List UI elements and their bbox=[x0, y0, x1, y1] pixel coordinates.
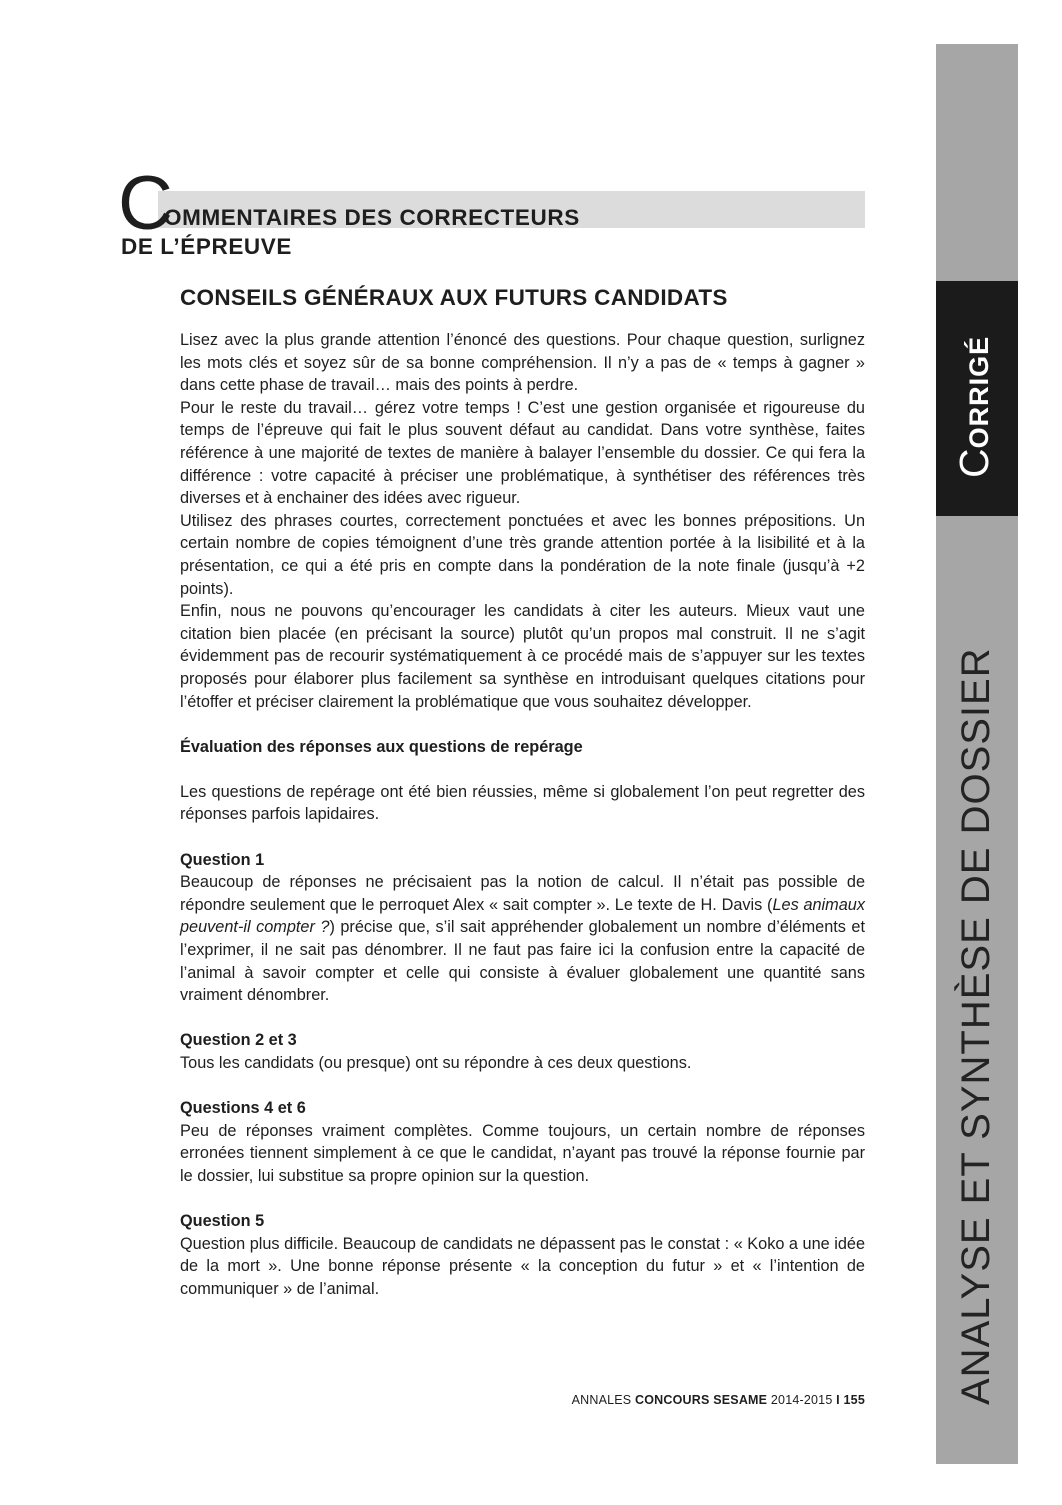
corrige-label bbox=[951, 335, 999, 478]
question-2-3-text: Tous les candidats (ou presque) ont su répondre à ces deux questions. bbox=[180, 1054, 692, 1072]
footer-years: 2014-2015 bbox=[767, 1393, 837, 1407]
conseils-paragraph-2: Pour le reste du travail… gérez votre temps ! C’est une gestion organisée et rigoureuse du temps de l’épreuve qui fait le plus souvent défaut au candidat. Dans votre synthèse, faites référence à une majorité de textes de manière à balayer l’ensemble du dossier. Ce qui fera la différence : votre capacité à préciser une problématique, à synthétiser des références très diverses et à enchainer des idées avec rigueur. bbox=[180, 398, 865, 508]
conseils-paragraph-1: Lisez avec la plus grande attention l’énoncé des questions. Pour chaque question, surlignez les mots clés et soyez sûr de sa bonne compréhension. Il n’y a pas de « temps à gagner » dans cette phase de travail… mais des points à perdre. bbox=[180, 331, 865, 395]
question-1-heading: Question 1 bbox=[180, 850, 265, 869]
question-1-text-before: Beaucoup de réponses ne précisaient pas la notion de calcul. Il n’était pas possible de répondre seulement que le perroquet Alex « sait compter ». Le texte de H. Davis ( bbox=[180, 873, 865, 914]
conseils-heading: CONSEILS GÉNÉRAUX AUX FUTURS CANDIDATS bbox=[180, 285, 728, 310]
body-content bbox=[180, 329, 865, 1301]
footer-prefix: ANNALES bbox=[571, 1393, 636, 1407]
conseils-paragraph-3: Utilisez des phrases courtes, correctement ponctuées et avec les bonnes prépositions. Un certain nombre de copies témoignent d’une très grande attention portée à la lisibilité et à la présentation, ce qui a été pris en compte dans la pondération de la note finale (jusqu’à +2 points). bbox=[180, 511, 865, 598]
footer-separator: I bbox=[836, 1393, 840, 1407]
question-4-6-text: Peu de réponses vraiment complètes. Comme toujours, un certain nombre de réponses erronées tiennent simplement à ce que le candidat, n’ayant pas trouvé la réponse fournie par le dossier, lui substitue sa propre opinion sur la question. bbox=[180, 1121, 865, 1185]
question-1-text bbox=[180, 871, 865, 1007]
section-title: ANALYSE ET SYNTHÈSE DE DOSSIER bbox=[954, 647, 998, 1405]
page-footer bbox=[517, 1392, 865, 1408]
footer-brand: CONCOURS SESAME bbox=[635, 1393, 768, 1407]
evaluation-heading: Évaluation des réponses aux questions de repérage bbox=[180, 737, 583, 756]
question-2-3-heading: Question 2 et 3 bbox=[180, 1031, 297, 1050]
corrige-initial: C bbox=[951, 448, 997, 478]
question-5-text: Question plus difficile. Beaucoup de candidats ne dépassent pas le constat : « Koko a une idée de la mort ». Une bonne réponse présente « la conception du futur » et « l’intention de communiquer » de l’animal. bbox=[180, 1234, 865, 1298]
question-1-text-after: ) précise que, s’il sait appréhender globalement un nombre d’éléments et l’exprimer, il ne sait pas dénombrer. Il ne faut pas faire ici la confusion entre la capacité de l’animal à savoir compter et celle qui consiste à évaluer globalement une quantité sans vraiment dénombrer. bbox=[180, 918, 865, 1005]
conseils-paragraph-4: Enfin, nous ne pouvons qu’encourager les candidats à citer les auteurs. Mieux vaut une citation bien placée (en précisant la source) plutôt qu’un propos mal construit. Il ne s’agit évidemment pas de recourir systématiquement à ce procédé mais de s’appuyer sur les textes proposés pour élaborer plus facilement sa synthèse en introduisant quelques citations pour l’étoffer et préciser clairement la problématique que vous souhaitez développer. bbox=[180, 602, 865, 711]
question-5-heading: Question 5 bbox=[180, 1212, 265, 1231]
question-4-6-heading: Questions 4 et 6 bbox=[180, 1099, 306, 1118]
page-number: 155 bbox=[843, 1393, 865, 1407]
question-1-citation: Les animaux peuvent-il compter ? bbox=[180, 895, 865, 937]
header-title-line2: DE L’ÉPREUVE bbox=[121, 234, 292, 259]
evaluation-intro: Les questions de repérage ont été bien réussies, même si globalement l’on peut regretter des réponses parfois lapidaires. bbox=[180, 782, 865, 824]
header-drop-letter: C bbox=[118, 161, 173, 246]
header-title-line1: OMMENTAIRES DES CORRECTEURS bbox=[164, 205, 580, 230]
corrige-rest: ORRIGÉ bbox=[964, 335, 994, 449]
